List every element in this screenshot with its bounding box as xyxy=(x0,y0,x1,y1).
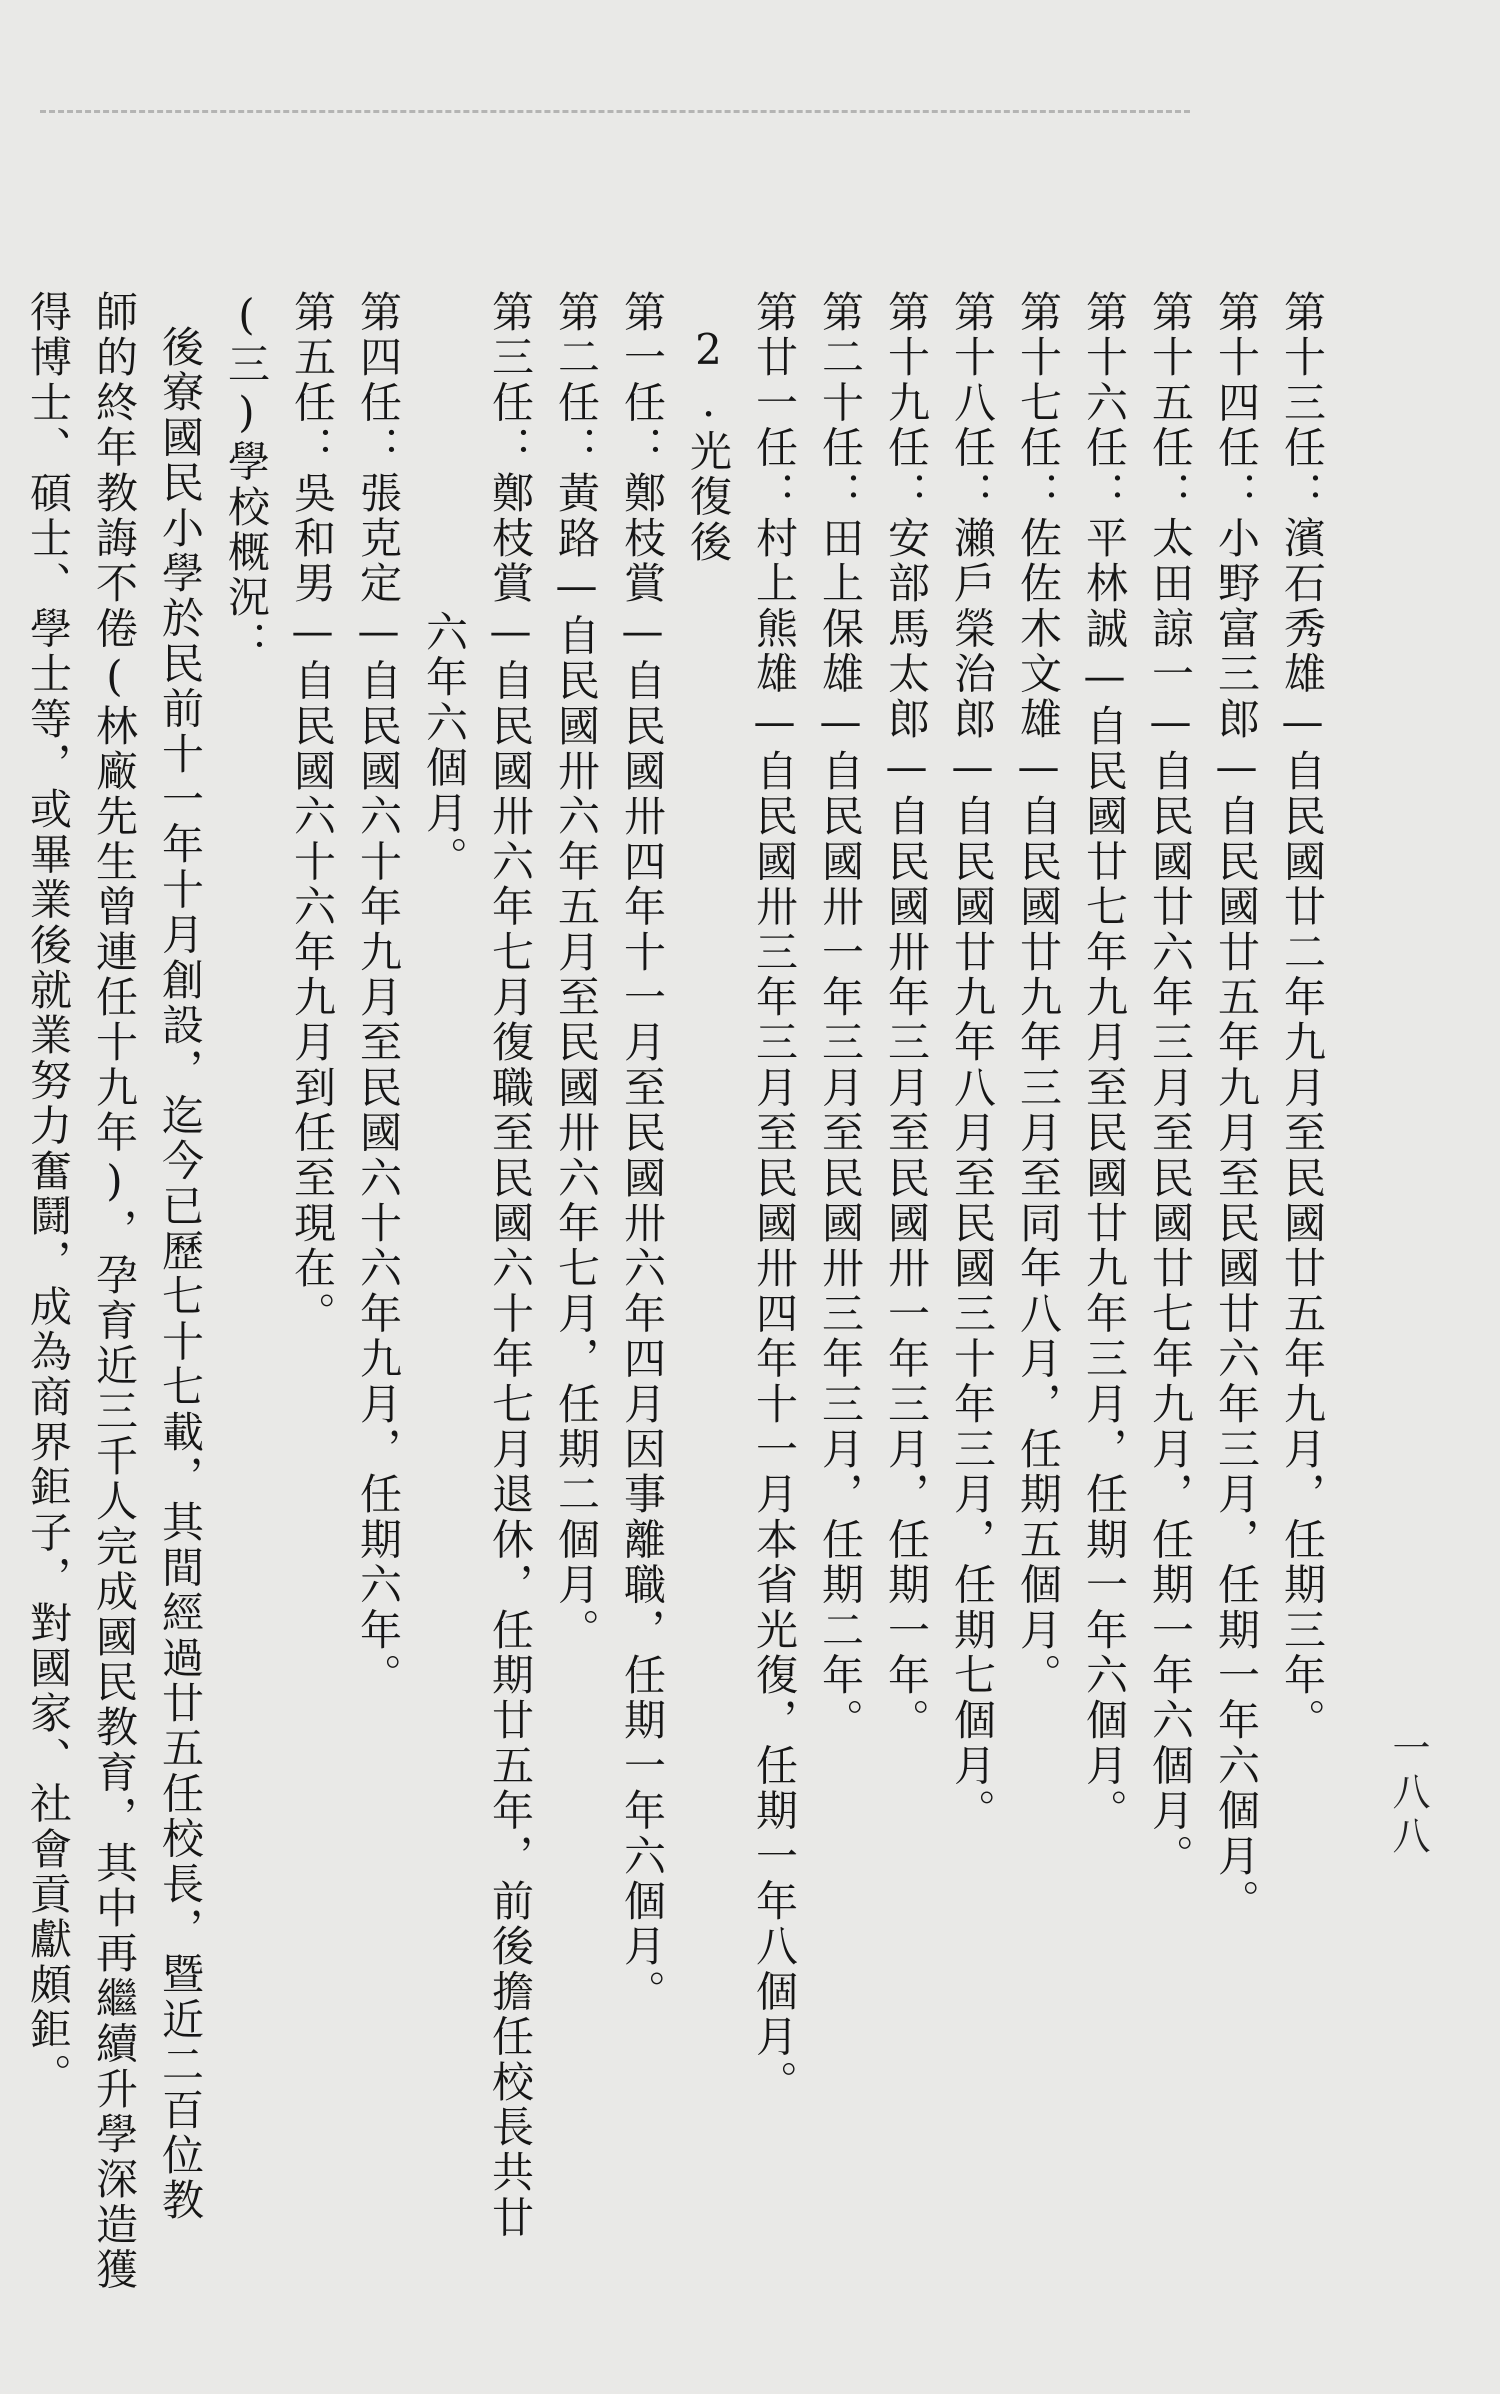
section-heading-school-overview: (三)學校概況： xyxy=(222,290,271,666)
overview-paragraph-line-3: 得博士、碩士、學士等，或畢業後就業努力奮鬪，成為商界鉅子，對國家、社會貢獻頗鉅。 xyxy=(24,290,73,2098)
text-column-19th-principal: 第十九任：安部馬太郎—自民國卅年三月至民國卅一年三月，任期一年。 xyxy=(882,290,931,1744)
page-number: 一八八 xyxy=(1386,1728,1430,1860)
text-column-postwar-5th: 第五任：吳和男—自民國六十六年九月到任至現在。 xyxy=(288,290,337,1337)
text-column-16th-principal: 第十六任：平林誠—自民國廿七年九月至民國廿九年三月，任期一年六個月。 xyxy=(1080,290,1129,1834)
text-column-14th-principal: 第十四任：小野富三郎—自民國廿五年九月至民國廿六年三月，任期一年六個月。 xyxy=(1212,290,1261,1925)
text-column-13th-principal: 第十三任：濱石秀雄—自民國廿二年九月至民國廿五年九月，任期三年。 xyxy=(1278,290,1327,1744)
overview-paragraph-line-1: 後寮國民小學於民前十一年十月創設，迄今已歷七十七載，其間經過廿五任校長，暨近二百位教 xyxy=(156,325,205,2224)
text-column-postwar-3rd-cont: 六年六個月。 xyxy=(420,610,469,882)
section-heading-after-restoration: 2.光復後 xyxy=(684,325,733,565)
text-column-17th-principal: 第十七任：佐佐木文雄—自民國廿九年三月至同年八月，任期五個月。 xyxy=(1014,290,1063,1699)
text-column-postwar-1st: 第一任：鄭枝賞—自民國卅四年十一月至民國卅六年四月因事離職，任期一年六個月。 xyxy=(618,290,667,2015)
text-column-20th-principal: 第二十任：田上保雄—自民國卅一年三月至民國卅三年三月，任期二年。 xyxy=(816,290,865,1744)
header-divider xyxy=(40,110,1190,113)
text-column-15th-principal: 第十五任：太田諒一—自民國廿六年三月至民國廿七年九月，任期一年六個月。 xyxy=(1146,290,1195,1879)
text-column-21st-principal: 第廿一任：村上熊雄—自民國卅三年三月至民國卅四年十一月本省光復，任期一年八個月。 xyxy=(750,290,799,2105)
text-column-18th-principal: 第十八任：瀨戶榮治郎—自民國廿九年八月至民國三十年三月，任期七個月。 xyxy=(948,290,997,1834)
text-column-postwar-2nd: 第二任：黃路—自民國卅六年五月至民國卅六年七月，任期二個月。 xyxy=(552,290,601,1653)
text-column-postwar-4th: 第四任：張克定—自民國六十年九月至民國六十六年九月，任期六年。 xyxy=(354,290,403,1699)
text-column-postwar-3rd: 第三任：鄭枝賞—自民國卅六年七月復職至民國六十年七月退休，任期廿五年，前後擔任校長共廿 xyxy=(486,290,535,2241)
overview-paragraph-line-2: 師的終年教誨不倦(林廠先生曾連任十九年)，孕育近三千人完成國民教育，其中再繼續升學深造獲 xyxy=(90,290,139,2293)
